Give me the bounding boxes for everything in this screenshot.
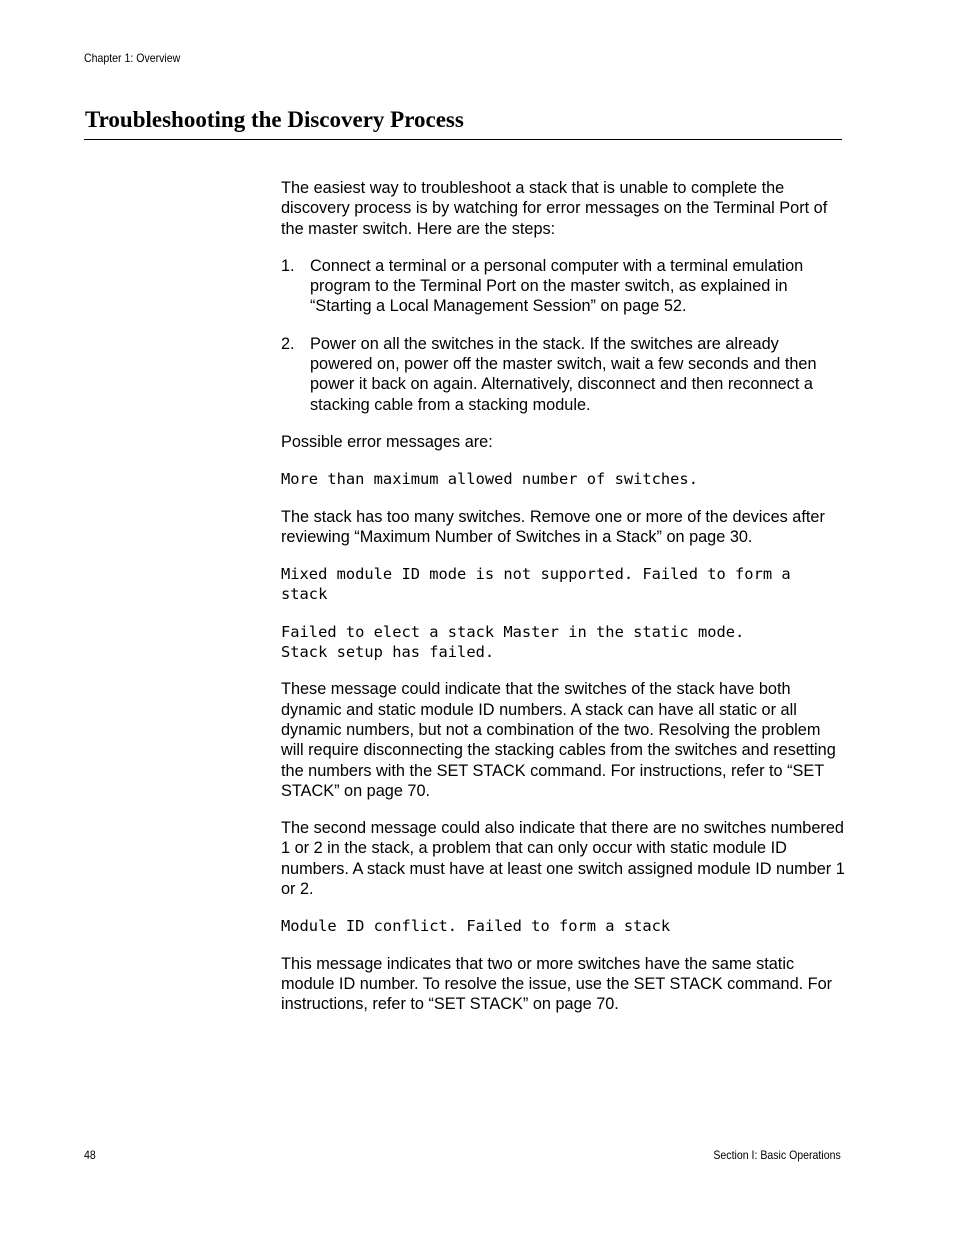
intro-paragraph: The easiest way to troubleshoot a stack that is unable to complete the discovery process is by watching for error messages on the Terminal Port of the master switch. Here are the steps: (281, 179, 828, 238)
steps-list (281, 256, 845, 415)
max-switches-explanation: The stack has too many switches. Remove one or more of the devices after reviewing “Maximum Number of Switches in a Stack” on page 30. (281, 507, 825, 546)
step-number: 1. (281, 256, 295, 275)
page-number: 48 (84, 1148, 96, 1162)
step-text: Connect a terminal or a personal computer with a terminal emulation program to the Terminal Port on the master switch, as explained in “Starting a Local Management Session” on page 52. (310, 256, 804, 316)
running-header: Chapter 1: Overview (84, 51, 181, 65)
section-footer: Section I: Basic Operations (713, 1148, 841, 1162)
second-message-explanation: The second message could also indicate that there are no switches numbered 1 or 2 in the stack, a problem that can only occur with static module ID numbers. A stack must have at least one switch assigned module ID number 1 or 2. (281, 819, 845, 899)
step-text: Power on all the switches in the stack. If the switches are already powered on, power off the master switch, wait a few seconds and then power it back on again. Alternatively, disconnect and then reconnect a stacking cable from a stacking module. (310, 334, 817, 414)
page-title: Troubleshooting the Discovery Process (85, 107, 464, 132)
possible-errors-label: Possible error messages are: (281, 432, 493, 451)
error-message-elect-master: Failed to elect a stack Master in the static mode. Stack setup has failed. (281, 622, 745, 662)
error-message-max-switches: More than maximum allowed number of switches. (281, 470, 698, 489)
error-message-conflict: Module ID conflict. Failed to form a stack (281, 917, 671, 936)
title-rule (84, 139, 842, 140)
step-number: 2. (281, 334, 295, 353)
mixed-module-explanation: These message could indicate that the switches of the stack have both dynamic and static module ID numbers. A stack can have all static or all dynamic numbers, but not a combination of the two. Resolving the problem will require disconnecting the stacking cables from the switches and resetting the numbers with the SET STACK command. For instructions, refer to “SET STACK” on page 70. (281, 680, 836, 800)
conflict-explanation: This message indicates that two or more switches have the same static module ID number. To resolve the issue, use the SET STACK command. For instructions, refer to “SET STACK” on page 70. (281, 954, 833, 1014)
body-content (281, 178, 845, 1032)
error-message-mixed-module: Mixed module ID mode is not supported. Failed to form a stack (281, 565, 791, 604)
step-item (281, 256, 845, 317)
step-item (281, 334, 845, 415)
